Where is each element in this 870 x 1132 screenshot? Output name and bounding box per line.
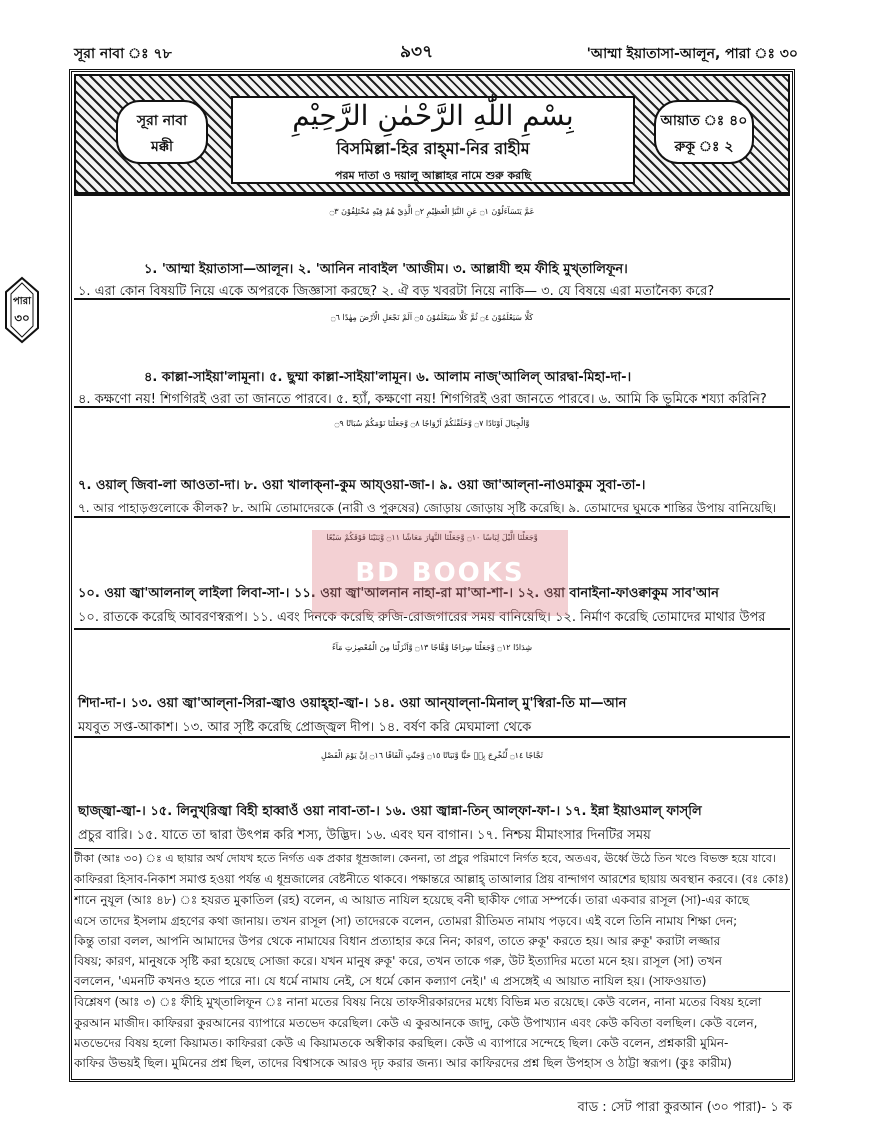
verse-block <box>74 406 790 516</box>
verse-arabic: شِدَادًا ۝١٢ وَّجَعَلْنَا سِرَاجًا وَّهَّاجًا ۝١٣ وَّاَنْزَلْنَا مِنَ الْمُعْصِرٰتِ مَآءً <box>331 643 533 652</box>
badge-para-label: পারা <box>12 296 32 307</box>
header-para-label: 'আম্মা ইয়াতাসা-আলূন, পারা ঃ ৩০ <box>586 46 798 62</box>
verse-translit: ৪. কাল্লা-সাইয়া'লামূনা। ৫. ছুম্মা কাল্লা-সাইয়া'লামূন। ৬. আলাম নাজ্‌'আলিল্‌ আরদ্বা-মিহা-দা-। <box>144 370 632 385</box>
ayah-info-cartouche <box>654 100 754 164</box>
bismillah-meaning: পরম দাতা ও দয়ালু আল্লাহর নামে শুরু করছি <box>334 169 531 182</box>
bismillah-arabic: بِسْمِ اللّٰهِ الرَّحْمٰنِ الرَّحِيْمِ <box>292 99 574 132</box>
watermark-logo: BD BOOKS <box>312 530 568 616</box>
note-line: কাফির উভয়ই ছিল। মুমিনের প্রশ্ন ছিল, তাদের বিশ্বাসকে আরও দৃঢ় করার জন্য। আর কাফিরদের প্রশ্ন ছিল উপহাস ও ঠাট্টা স্বরূপ। (কুঃ কারীম) <box>74 1056 732 1071</box>
bismillah-box <box>231 96 635 184</box>
verse-translit: ৭. ওয়াল্‌ জিবা-লা আওতা-দা। ৮. ওয়া খালাক্‌না-কুম আয্‌ওয়া-জা-। ৯. ওয়া জা'আল্‌না-নাওমাকুম সুবা-তা-। <box>78 478 646 493</box>
verse-arabic: عَمَّ يَتَسَآءَلُوْنَ ۝١ عَنِ النَّبَاِ الْعَظِيْمِ ۝٢ الَّذِيْ هُمْ فِيْهِ مُخْتَلِفُوْنَ ۝٣ <box>329 207 535 216</box>
note-line: মতভেদের বিষয় হলো কিয়ামত। কাফিররা কেউ এ কিয়ামতকে অস্বীকার করছিল। কেউ এ ব্যাপারে সন্দেহে ছিল। কেউ বলেন, প্রশ্নকারী মুমিন- <box>74 1035 729 1050</box>
surah-type: মক্কী <box>150 139 174 155</box>
verse-translation: ১০. রাতকে করেছি আবরণস্বরূপ। ১১. এবং দিনকে করেছি রুজি-রোজগারের সময় বানিয়েছি। ১২. নির্মাণ করেছি তোমাদের মাথার উপর <box>78 610 766 625</box>
verse-translation: ১. এরা কোন বিষয়টি নিয়ে একে অপরকে জিজ্ঞাসা করছে? ২. ঐ বড় খবরটা নিয়ে নাকি— ৩. যে বিষয়ে এরা মতানৈক্য করে? <box>78 284 715 299</box>
note-line: বিশ্লেষণ (আঃ ৩) ঃ ফীহি মুখ্‌তালিফূন ঃ নানা মতের বিষয় নিয়ে তাফসীরকারদের মধ্যে বিভিন্ন মত রয়েছে। কেউ বলেন, নানা মতের বিষয় হলো <box>74 991 790 1012</box>
verse-translation: ৪. কক্ষণো নয়! শিগগিরই ওরা তা জানতে পারবে। ৫. হ্যাঁ, কক্ষণো নয়! শিগগিরই ওরা জানতে পারবে। ৬. আমি কি ভূমিকে শয্যা করিনি? <box>78 392 767 407</box>
verse-arabic: وَّجَعَلْنَا الَّيْلَ لِبَاسًا ۝١٠ وَّجَعَلْنَا النَّهَارَ مَعَاشًا ۝١١ وَّبَنَيْنَا فَوْقَكُمْ سَبْعًا <box>326 533 538 542</box>
footer-code: বাড : সেট পারা কুরআন (৩০ পারা)- ১ ক <box>577 1100 792 1115</box>
badge-para-number: ৩০ <box>14 311 30 325</box>
note-line: এসে তাদের ইসলাম গ্রহণের কথা জানায়। তখন রাসূল (সা) তাদেরকে বলেন, তোমরা রীতিমত নামায পড়বে। এই বলে তিনি নামায শিক্ষা দেন; <box>74 913 738 928</box>
verse-translit: ১০. ওয়া জ্বা'আলনাল্‌ লাইলা লিবা-সা-। ১১. ওয়া জ্বা'আলনান নাহা-রা মা'আ-শা-। ১২. ওয়া বানাইনা-ফাওক্বাকুম সাব'আন <box>78 586 719 601</box>
header-surah-label: সূরা নাবা ঃ ৭৮ <box>74 46 172 62</box>
surah-banner <box>74 74 790 194</box>
notes-section <box>74 848 790 1073</box>
verse-arabic: وَّالْجِبَالَ اَوْتَادًا ۝٧ وَّخَلَقْنٰكُمْ اَزْوَاجًا ۝٨ وَّجَعَلْنَا نَوْمَكُمْ سُبَاتًا ۝٩ <box>334 419 530 428</box>
verse-arabic: كَلَّا سَيَعْلَمُوْنَ ۝٤ ثُمَّ كَلَّا سَيَعْلَمُوْنَ ۝٥ اَلَمْ نَجْعَلِ الْاَرْضَ مِهٰدًا ۝٦ <box>330 313 534 322</box>
note-line: কিন্তু তারা বলল, আপনি আমাদের উপর থেকে নামাযের বিধান প্রত্যাহার করে নিন; কারণ, তাতে রুকূ' করতে হয়। আর রুকূ' করাটা লজ্জার <box>74 933 721 948</box>
note-line: কাফিররা হিসাব-নিকাশ সমাপ্ত হওয়া পর্যন্ত এ ধূম্রজালের বেষ্টনীতে থাকবে। পক্ষান্তরে আল্লাহ্‌ তাআলার প্রিয় বান্দাগণ আরশের ছায়ায় অবস্থান করবে। (বঃ কোঃ) <box>74 872 789 887</box>
verse-block <box>74 194 790 298</box>
verse-translit: ছাজ্জ্বা-জ্বা-। ১৫. লিনুখ্‌রিজ্বা বিহী হাব্বাওঁ ওয়া নাবা-তা-। ১৬. ওয়া জ্বান্না-তিন্‌ আল্‌ফা-ফা-। ১৭. ইন্না ইয়াওমাল্‌ ফাস্‌লি <box>78 804 702 819</box>
verse-block <box>74 736 790 848</box>
verse-translit: শিদা-দা-। ১৩. ওয়া জ্বা'আল্‌না-সিরা-জ্বাও ওয়াহ্‌হা-জ্বা-। ১৪. ওয়া আন্‌যাল্‌না-মিনাল্‌ মু'স্বিরা-তি মা—আন <box>78 696 627 711</box>
note-line: শানে নুযূল (আঃ ৪৮) ঃ হযরত মুকাতিল (রহ) বলেন, এ আয়াত নাযিল হয়েছে বনী ছাকীফ গোত্র সম্পর্কে। তারা একবার রাসূল (সা)-এর কাছে <box>74 889 790 910</box>
verse-block <box>74 628 790 736</box>
page-number: ৯৩৭ <box>400 42 434 62</box>
ruku-count: রুকূ ঃ ২ <box>674 139 734 155</box>
note-line: বিষয়; কারণ, মানুষকে সৃষ্টি করা হয়েছে সোজা করে। যখন মানুষ রুকূ' করে, তখন তাকে গরু, উট ইত্যাদির মতো মনে হয়। রাসূল (সা) তখন <box>74 954 722 969</box>
verse-translation: প্রচুর বারি। ১৫. যাতে তা দ্বারা উৎপন্ন করি শস্য, উদ্ভিদ। ১৬. এবং ঘন বাগান। ১৭. নিশ্চয় মীমাংসার দিনটির সময় <box>78 828 651 843</box>
note-line: টীকা (আঃ ৩০) ঃ এ ছায়ার অর্থ দোযখ হতে নির্গত এক প্রকার ধূম্রজাল। কেননা, তা প্রচুর পরিমাণে নির্গত হবে, অতএব, ঊর্ধ্বে উঠে তিন খণ্ডে বিভক্ত হয়ে যাবে। <box>74 848 790 869</box>
ayah-count: আয়াত ঃ ৪০ <box>660 113 748 129</box>
verse-translation: ৭. আর পাহাড়গুলোকে কীলক? ৮. আমি তোমাদেরকে (নারী ও পুরুষের) জোড়ায় জোড়ায় সৃষ্টি করেছি। ৯. তোমাদের ঘুমকে শান্তির উপায় বানিয়েছি। <box>78 501 777 515</box>
bismillah-translit: বিসমিল্লা-হির রাহ্‌মা-নির রাহীম <box>336 139 530 158</box>
note-line: কুরআন মাজীদ। কাফিররা কুরআনের ব্যাপারে মতভেদ করেছিল। কেউ এ কুরআনকে জাদু, কেউ উপাখ্যান এবং কেউ কবিতা বলছিল। কেউ বলেন, <box>74 1015 758 1030</box>
verse-translit: ১. 'আম্মা ইয়াতাসা—আলূন। ২. 'আনিন নাবাইল 'আজীম। ৩. আল্লাযী হুম ফীহি মুখ্‌তালিফূন। <box>144 262 628 277</box>
para-badge <box>2 276 42 344</box>
surah-name: সূরা নাবা <box>136 113 188 129</box>
verse-arabic: ثَجَّاجًا ۝١٤ لِّنُخْرِجَ بِهٖ حَبًّا وَّنَبَاتًا ۝١٥ وَّجَنّٰتٍ اَلْفَافًا ۝١٦ اِنَّ يَوْمَ الْفَصْلِ <box>320 751 544 760</box>
note-line: বললেন, 'এমনটি কখনও হতে পারে না। যে ধর্মে নামায নেই, সে ধর্মে কোন কল্যাণ নেই।' এ প্রসঙ্গেই এ আয়াত নাযিল হয়। (সাফওয়াত) <box>74 974 707 989</box>
verse-translation: মযবুত সপ্ত-আকাশ। ১৩. আর সৃষ্টি করেছি প্রোজ্জ্বল দীপ। ১৪. বর্ষণ করি মেঘমালা থেকে <box>78 720 532 735</box>
verse-block <box>74 298 790 406</box>
surah-info-cartouche <box>116 100 208 164</box>
